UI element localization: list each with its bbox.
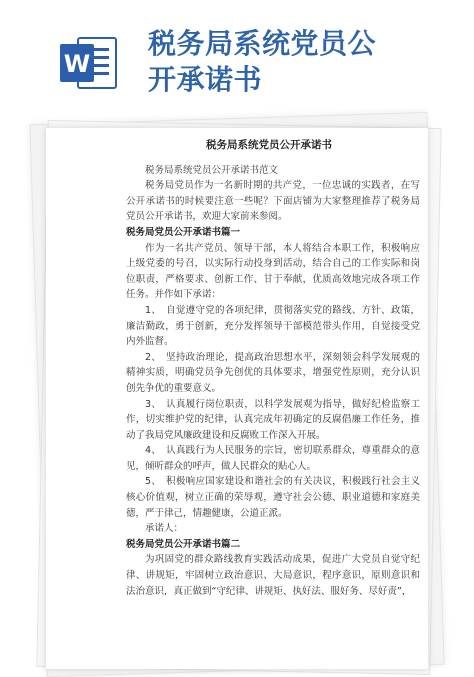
intro-paragraph: 税务局党员作为一名新时期的共产党，一位忠诚的实践者，在写公开承诺书的时候要注意一些呢？下面店铺为大家整理推荐了税务局党员公开承诺书，欢迎大家前来参阅。 [126, 180, 420, 223]
word-icon-letter: W [63, 50, 91, 78]
document-body [126, 135, 428, 665]
signature-line: 承诺人： [145, 523, 184, 535]
banner-title [148, 26, 468, 98]
commitment-item-5: 5、 积极响应国家建设和谐社会的有关决议，积极践行社会主义核心价值观，树立正确的荣辱观，遵守社会公德、职业道德和家庭美德，严于律己，情趣健康，公道正派。 [126, 476, 420, 519]
section1-intro-paragraph: 作为一名共产党员、领导干部，本人将结合本职工作，积极响应上级党委的号召，以实际行动投身到活动，结合自己的工作实际和岗位职责，严格要求、创新工作、甘于奉献，优质高效地完成各项工作任务。并作如下承诺： [126, 242, 420, 301]
section2-intro-paragraph: 为巩固党的群众路线教育实践活动成果，促进广大党员自觉守纪律、讲规矩，牢固树立政治意识、大局意识，程序意识，原则意识和法治意识，真正做到“守纪律、讲规矩、执好法、服好务、尽好责”， [126, 554, 420, 597]
banner-title-line-2: 开承诺书 [148, 63, 263, 96]
commitment-item-1: 1、 自觉遵守党的各项纪律，贯彻落实党的路线、方针、政策，廉洁勤政，勇于创新，充分发挥领导干部模范带头作用，自觉接受党内外监督。 [126, 304, 420, 348]
document-title: 税务局系统党员公开承诺书 [206, 139, 332, 151]
section-heading-2: 税务局党员公开承诺书篇二 [126, 538, 241, 550]
commitment-item-4: 4、 认真践行为人民服务的宗旨，密切联系群众，尊重群众的意见，倾听群众的呼声，做人民群众的贴心人。 [126, 445, 420, 472]
commitment-item-2: 2、 坚持政治理论，提高政治思想水平，深刻领会科学发展观的精神实质，明确党员争先创优的具体要求，增强党性原则，充分认识创先争优的重要意义。 [126, 351, 420, 394]
banner-title-line-1: 税务局系统党员公 [148, 27, 377, 60]
document-page [46, 128, 428, 669]
commitment-item-3: 3、 认真履行岗位职责，以科学发展观为指导，做好纪检监察工作，切实维护党的纪律，认真完成年初确定的反腐倡廉工作任务，推动了我局党风廉政建设和反腐败工作深入开展。 [126, 398, 420, 441]
document-subtitle: 税务局系统党员公开承诺书范文 [145, 164, 279, 176]
section-heading-1: 税务局党员公开承诺书篇一 [126, 226, 241, 238]
word-document-icon [58, 32, 120, 94]
header-banner [0, 0, 474, 120]
